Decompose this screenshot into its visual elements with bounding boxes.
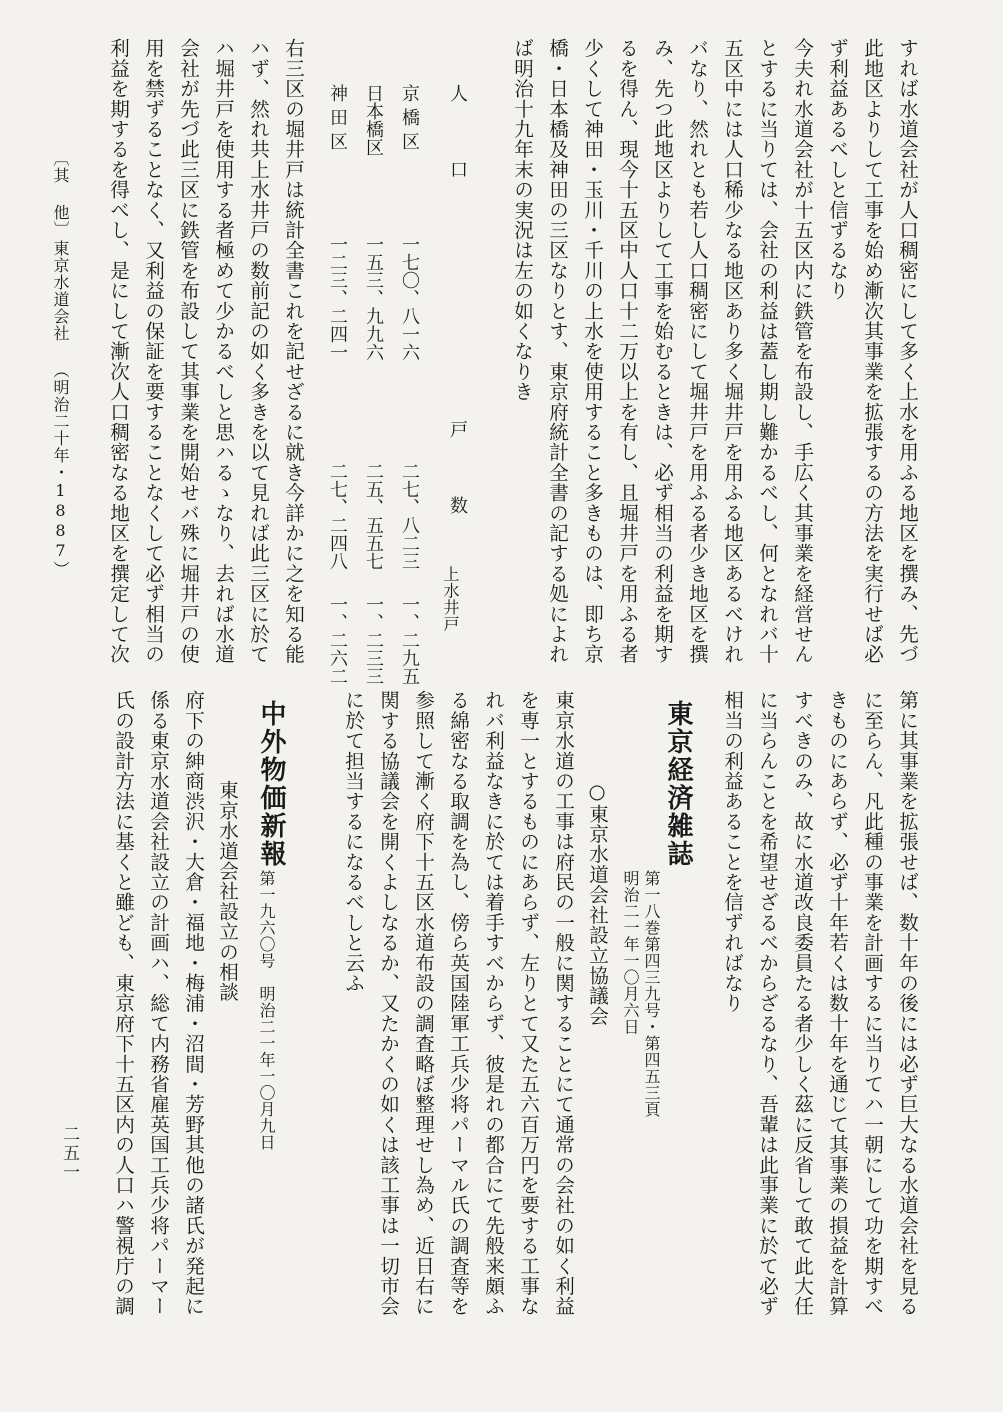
text-line: ず利益あるべしと信ずるなり	[825, 38, 849, 301]
running-head-section: 〔其 他〕	[51, 150, 70, 238]
ward-name: 日本橋区	[363, 84, 384, 156]
table-header-wells: 上水井戸	[441, 566, 460, 632]
wells-value: 一、二六二	[327, 595, 348, 685]
text-line: 会社が先づ此三区に鉄管を布設して其事業を開始せバ殊に堀井戸の使	[176, 38, 200, 665]
text-line: み、先つ此地区よりして工事を始むるときは、必ず相当の利益を期す	[650, 38, 674, 665]
page-number: 二五一	[59, 1125, 79, 1182]
text-line: 東京水道の工事は府民の一般に関することにて通常の会社の如く利益	[551, 690, 575, 1317]
table-header-households: 戸 数	[447, 420, 468, 534]
ward-name: 京橋区	[399, 84, 420, 156]
text-line: 少くして神田・玉川・千川の上水を使用すること多きものは、即ち京	[580, 38, 604, 665]
ward-name: 神田区	[327, 84, 348, 156]
article-title: ○東京水道会社設立協議会	[585, 780, 609, 1026]
text-line: る綿密なる取調を為し、傍ら英国陸軍工兵少将パーマル氏の調査等を	[446, 690, 470, 1317]
running-head-title: 東京水道会社 （明治二十年・1887）	[51, 240, 70, 578]
text-line: 橋・日本橋及神田の三区なりとす、東京府統計全書の記する処によれ	[545, 38, 569, 665]
text-line: に至らん、凡此種の事業を計画するに当りてハ一朝にして功を期すべ	[860, 690, 884, 1317]
text-line: ハ堀井戸を使用する者極めて少かるべしと思ハるゝなり、去れば水道	[211, 38, 235, 665]
source-heading: 東京経済雑誌	[663, 700, 693, 868]
article-title: 東京水道会社設立の相談	[215, 780, 239, 1003]
wells-value: 一、二三三	[363, 595, 384, 685]
households-value: 二七、二四八	[327, 462, 348, 570]
wells-value: 一、二九五	[399, 595, 420, 685]
citation: 第一八巻第四三九号・第四五三頁	[642, 870, 661, 1118]
text-line: 用を禁ずることなく、又利益の保証を要することなくして必ず相当の	[141, 38, 165, 665]
households-value: 二五、五五七	[363, 462, 384, 570]
text-line: を専一とするものにあらず、左りとて又た五六百万円を要する工事な	[516, 690, 540, 1317]
households-value: 二七、八二三	[399, 462, 420, 570]
population-value: 一七〇、八一六	[399, 235, 420, 361]
text-line: 五区中には人口稀少なる地区あり多く堀井戸を用ふる地区あるべけれ	[720, 38, 744, 665]
text-line: 右三区の堀井戸は統計全書これを記せざるに就き今詳かに之を知る能	[281, 38, 305, 665]
text-line: バなり、然れとも若し人口稠密にして堀井戸を用ふる者少き地区を撰	[685, 38, 709, 665]
text-line: とするに当りては、会社の利益は蓋し期し難かるべし、何となれバ十	[755, 38, 779, 665]
text-line: きものにあらず、必ず十年若くは数十年を通じて其事業の損益を計算	[825, 690, 849, 1317]
text-line: 相当の利益あることを信ずればなり	[720, 690, 744, 1014]
text-line: 第に其事業を拡張せば、数十年の後には必ず巨大なる水道会社を見る	[895, 690, 919, 1317]
text-line: 利益を期するを得べし、是にして漸次人口稠密なる地区を撰定して次	[106, 38, 130, 665]
citation: 明治二一年一〇月六日	[621, 870, 640, 1035]
table-header-population: 人 口	[447, 84, 468, 198]
citation: 第一九六〇号 明治二一年一〇月九日	[257, 870, 276, 1151]
text-line: すれば水道会社が人口稠密にして多く上水を用ふる地区を撰み、先づ	[895, 38, 919, 665]
text-line: るを得ん、現今十五区中人口十二万以上を有し、且堀井戸を用ふる者	[615, 38, 639, 665]
text-line: ば明治十九年末の実況は左の如くなりき	[510, 38, 534, 402]
population-value: 一五三、九九六	[363, 235, 384, 361]
text-line: すべきのみ、故に水道改良委員たる者少しく茲に反省して敢て此大任	[790, 690, 814, 1317]
text-line: 此地区よりして工事を始め漸次其事業を拡張するの方法を実行せば必	[860, 38, 884, 665]
text-line: 氏の設計方法に基くと雖ども、東京府下十五区内の人口ハ警視庁の調	[111, 690, 135, 1317]
source-heading: 中外物価新報	[256, 700, 286, 868]
population-value: 一二三、二四一	[327, 235, 348, 361]
text-line: 関する協議会を開くよしなるか、又たかくの如くは該工事は一切市会	[376, 690, 400, 1317]
text-line: に当らんことを希望せざるべからざるなり、吾輩は此事業に於て必ず	[755, 690, 779, 1317]
text-line: ハず、然れ共上水井戸の数前記の如く多きを以て見れば此三区に於て	[246, 38, 270, 665]
text-line: れバ利益なきに於ては着手すべからず、彼是れの都合にて先般来頗ふ	[481, 690, 505, 1317]
text-line: 今夫れ水道会社が十五区内に鉄管を布設し、手広く其事業を経営せん	[790, 38, 814, 665]
text-line: に於て担当するになるべしと云ふ	[341, 690, 365, 993]
text-line: 府下の紳商渋沢・大倉・福地・梅浦・沼間・芳野其他の諸氏が発起に	[181, 690, 205, 1317]
text-line: 係る東京水道会社設立の計画ハ、総て内務省雇英国工兵少将パーマー	[146, 690, 170, 1317]
text-line: 参照して漸く府下十五区水道布設の調査略ぼ整理せし為め、近日右に	[411, 690, 435, 1317]
